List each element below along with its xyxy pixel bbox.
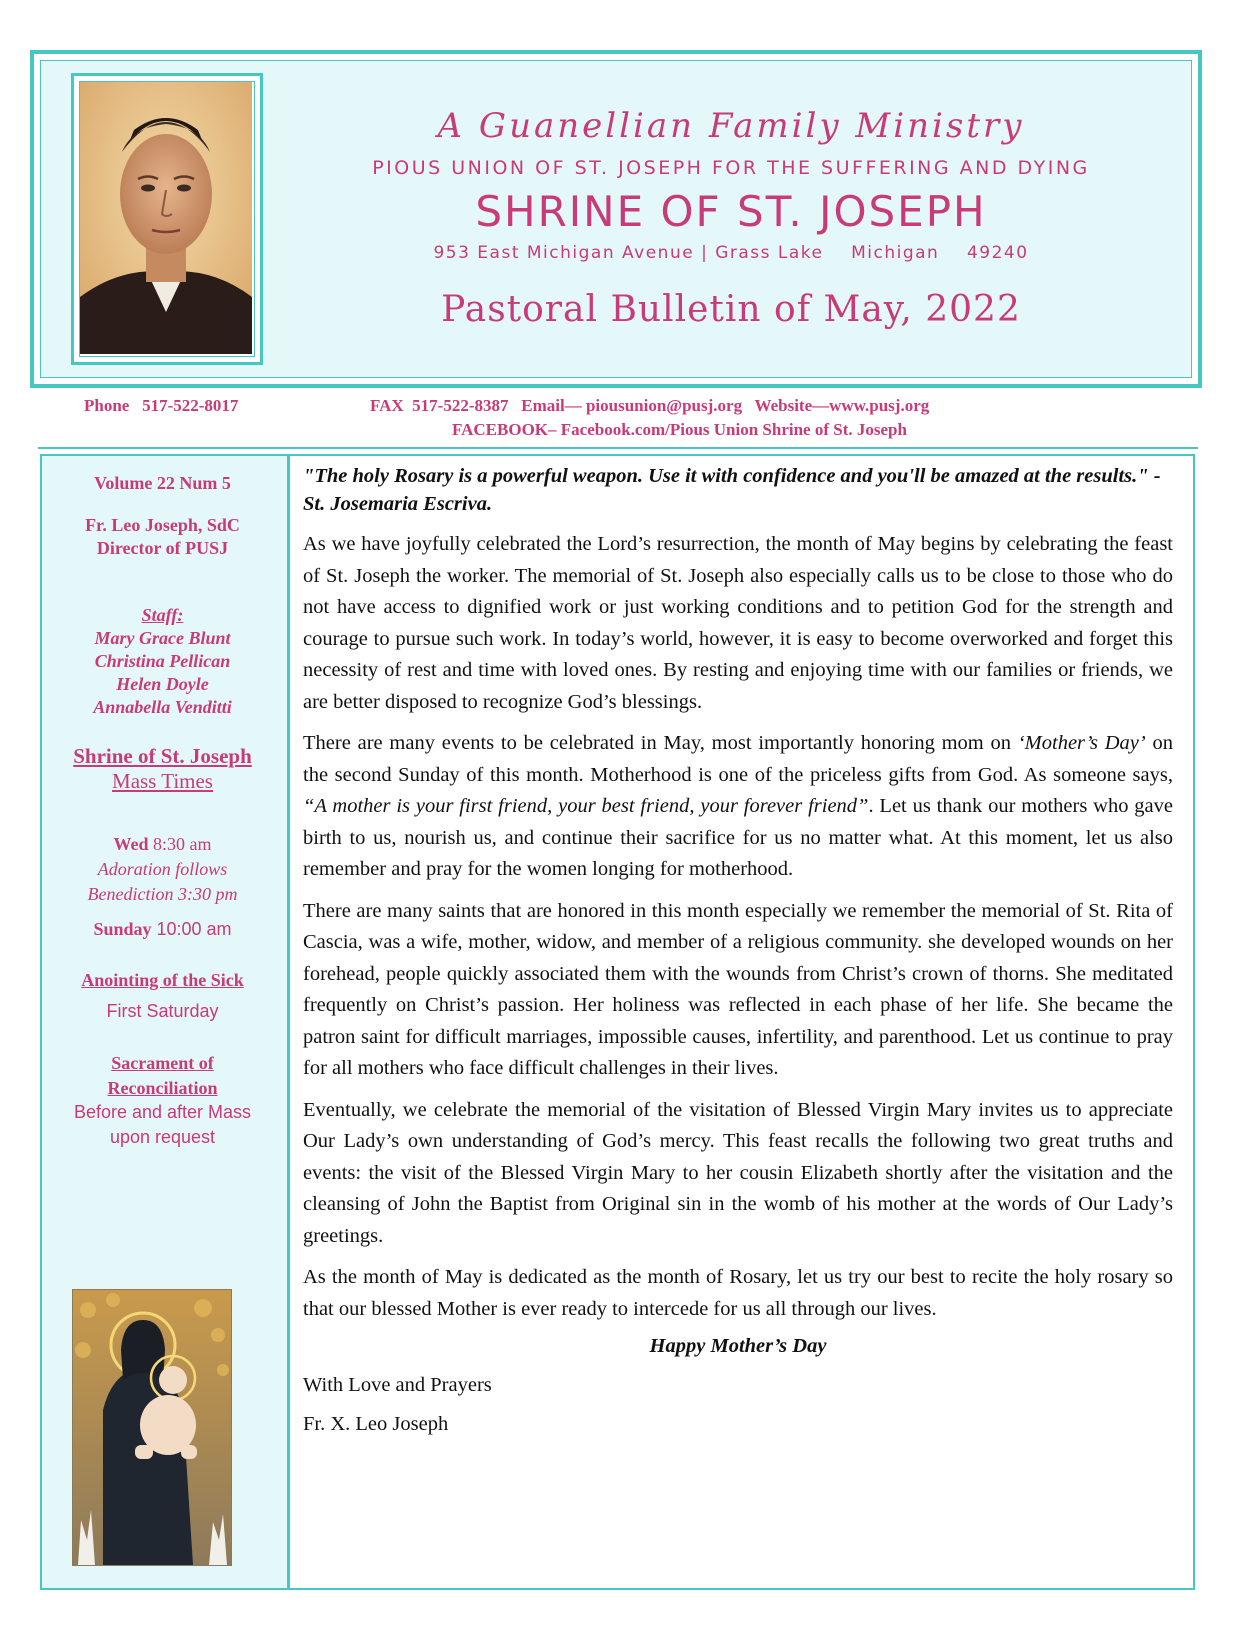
contact-phone: Phone 517-522-8017 [84, 396, 239, 415]
staff-member: Annabella Venditti [93, 697, 232, 717]
paragraph-text: There are many events to be celebrated in May, most importantly honoring mom on [303, 732, 1018, 754]
reconciliation-heading: Reconciliation [107, 1078, 218, 1098]
main-letter [303, 462, 1173, 1448]
mother-quote: “A mother is your first friend, your best friend, your forever friend” [303, 795, 869, 817]
paragraph-text: . Let us thank our mothers who gave birth to us, nourish us, and continue their sacrifice for us no matter what. At this moment, let us also remember and pray for the women longing for motherhood. [303, 795, 1173, 880]
mass-times-subheading: Mass Times [112, 769, 213, 793]
reconciliation-heading: Sacrament of [111, 1053, 214, 1073]
paragraph: There are many saints that are honored in this month especially we remember the memorial of St. Rita of Cascia, was a wife, mother, widow, and member of a religious community. she developed wounds on her forehead, people quickly associated them with the wounds from Christ’s crown of thorns. She meditated frequently on Christ’s passion. Her holiness was reflected in each phase of her life. She became the patron saint for difficult marriages, impossible causes, infertility, and parenthood. Let us continue to pray for all mothers who face difficult challenges in their lives. [303, 899, 1173, 1079]
paragraph-text: on the second Sunday of this month. Motherhood is one of the priceless gifts from God. As someone says, [303, 732, 1174, 786]
adoration-note: Adoration follows [97, 859, 228, 879]
ministry-tagline: A Guanellian Family Ministry [437, 106, 1025, 146]
paragraph: As the month of May is dedicated as the month of Rosary, let us try our best to recite the holy rosary so that our blessed Mother is ever ready to intercede for us all through our lives. [303, 1266, 1173, 1320]
shrine-address: 953 East Michigan Avenue | Grass Lake Michigan 49240 [433, 243, 1029, 263]
director-title: Director of PUSJ [96, 538, 229, 558]
director-name: Fr. Leo Joseph, SdC [85, 515, 240, 535]
paragraph: Eventually, we celebrate the memorial of the visitation of Blessed Virgin Mary invites us to appreciate Our Lady’s own understanding of God’s mercy. This feast recalls the following two great truths and events: the visit of the Blessed Virgin Mary to her cousin Elizabeth shortly after the visitation and the cleansing of John the Baptist from Original sin in the womb of his mother at the words of Our Lady’s greetings. [303, 1098, 1173, 1247]
paragraph [303, 728, 1173, 886]
contact-fax-email-website: FAX 517-522-8387 Email— piousunion@pusj.org Website—www.pusj.org [370, 396, 930, 415]
staff-member: Helen Doyle [116, 674, 209, 694]
anointing-heading: Anointing of the Sick [81, 970, 244, 990]
volume-number: Volume 22 Num 5 [94, 473, 231, 493]
sunday-time: 10:00 am [151, 919, 232, 939]
anointing-time: First Saturday [106, 1001, 219, 1021]
paragraph: As we have joyfully celebrated the Lord’s resurrection, the month of May begins by celebrating the feast of St. Joseph the worker. The memorial of St. Joseph also especially calls us to be close to those who do not have access to dignified work or just working conditions and to petition God for the strength and courage to pursue such work. In today’s world, however, it is easy to become overworked and forget this necessity of rest and time with loved ones. By resting and enjoying time with our families or friends, we are better disposed to recognize God’s blessings. [303, 533, 1173, 713]
wed-time: 8:30 am [148, 834, 212, 854]
wed-day: Wed [113, 834, 149, 854]
staff-member: Christina Pellican [94, 651, 231, 671]
closing-greeting: Happy Mother’s Day [649, 1335, 827, 1357]
benediction-note: Benediction 3:30 pm [87, 884, 238, 904]
staff-member: Mary Grace Blunt [94, 628, 231, 648]
opening-quote: "The holy Rosary is a powerful weapon. Use it with confidence and you'll be amazed at the results." - St. Josemaria Escriva. [303, 465, 1161, 515]
mass-times-heading: Shrine of St. Joseph [73, 744, 252, 768]
reconciliation-time: upon request [109, 1127, 216, 1147]
shrine-title: SHRINE OF ST. JOSEPH [475, 187, 987, 236]
mothers-day-emphasis: ‘Mother’s Day’ [1017, 732, 1146, 754]
bulletin-title: Pastoral Bulletin of May, 2022 [441, 289, 1021, 330]
signature: Fr. X. Leo Joseph [303, 1413, 449, 1435]
staff-heading: Staff: [141, 605, 184, 625]
header-banner [30, 50, 1202, 388]
sunday-mass [40, 917, 285, 941]
header-inner-frame [40, 60, 1192, 378]
sunday-day: Sunday [93, 919, 152, 939]
madonna-and-child-image [72, 1289, 232, 1566]
founder-portrait [71, 73, 263, 365]
header-divider [38, 447, 1198, 449]
contact-facebook: FACEBOOK– Facebook.com/Pious Union Shrine of St. Joseph [452, 420, 907, 439]
union-name: PIOUS UNION OF ST. JOSEPH FOR THE SUFFERING AND DYING [372, 157, 1090, 179]
reconciliation-time: Before and after Mass [73, 1102, 252, 1122]
portrait-image [80, 82, 252, 354]
wednesday-mass [40, 832, 285, 856]
signoff: With Love and Prayers [303, 1374, 492, 1396]
